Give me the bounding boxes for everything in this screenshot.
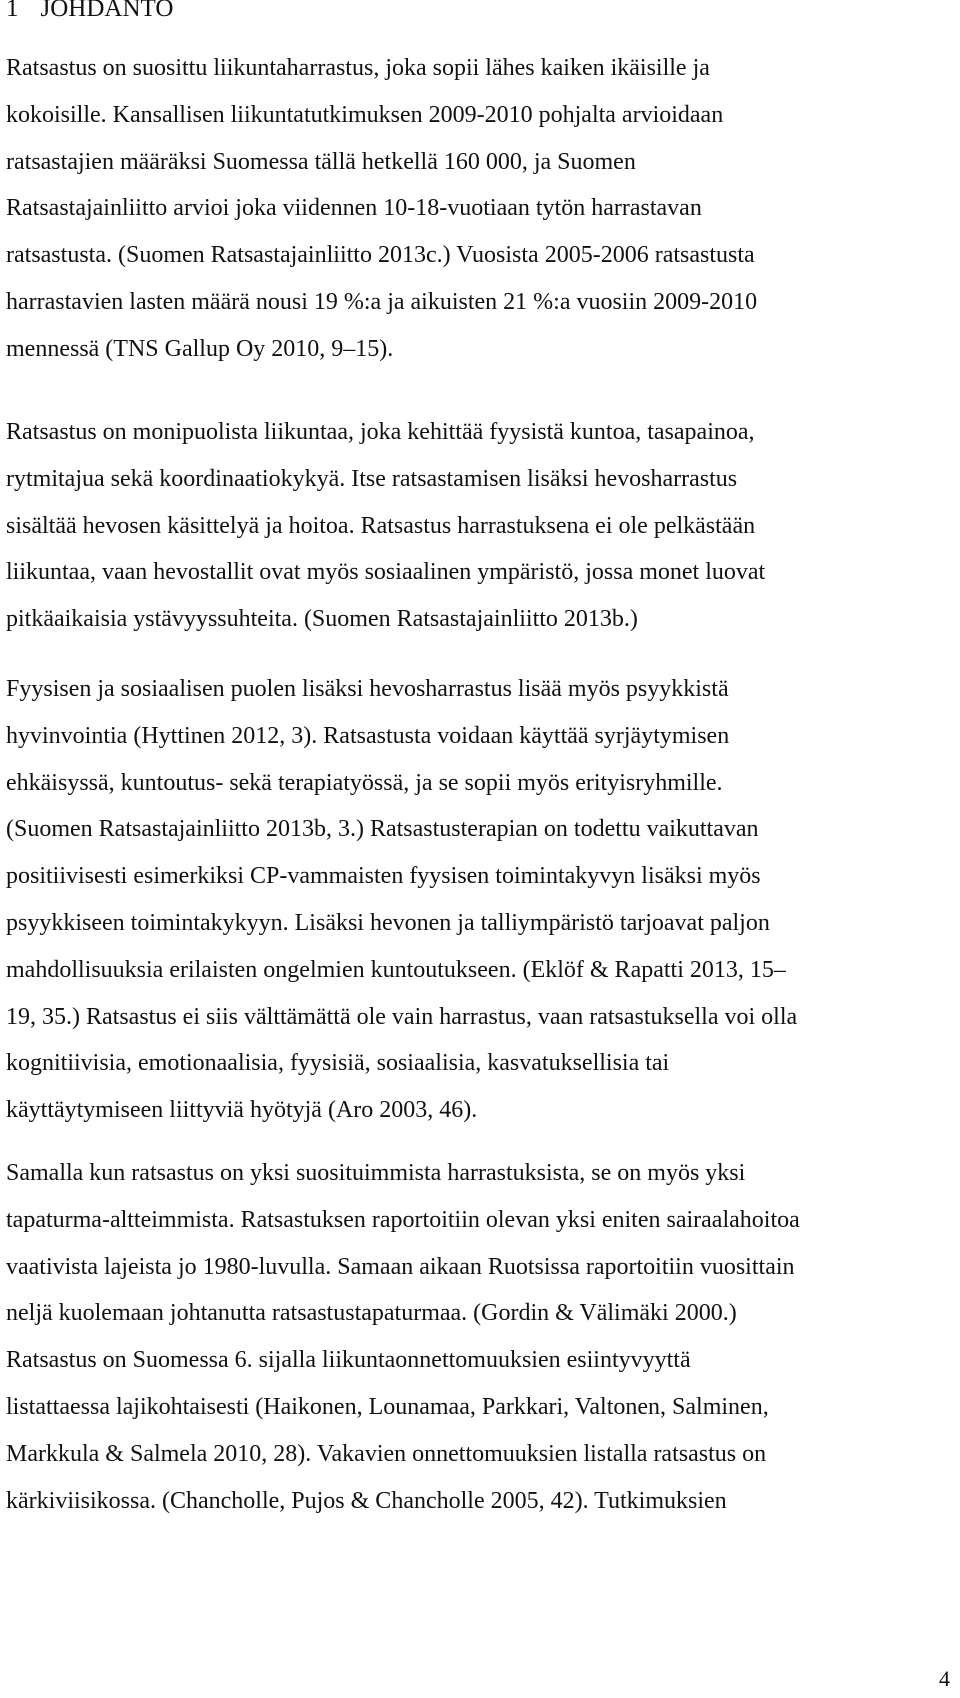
text-line: mennessä (TNS Gallup Oy 2010, 9–15). xyxy=(6,335,394,362)
text-line: käyttäytymiseen liittyviä hyötyjä (Aro 2003, 46). xyxy=(6,1097,478,1124)
text-line: rytmitajua sekä koordinaatiokykyä. Itse ratsastamisen lisäksi hevosharrastus xyxy=(6,465,738,492)
text-line: Ratsastus on monipuolista liikuntaa, joka kehittää fyysistä kuntoa, tasapainoa, xyxy=(6,419,755,445)
text-line: ehkäisyssä, kuntoutus- sekä terapiatyössä, ja se sopii myös erityisryhmille. xyxy=(6,769,723,796)
paragraph-2 xyxy=(6,409,954,643)
text-line: (Suomen Ratsastajainliitto 2013b, 3.) Ratsastusterapian on todettu vaikuttavan xyxy=(6,816,759,843)
paragraph-4 xyxy=(6,1150,954,1524)
section-title: JOHDANTO xyxy=(40,0,174,22)
text-line: Ratsastajainliitto arvioi joka viidennen 10-18-vuotiaan tytön harrastavan xyxy=(6,195,702,222)
text-line: ratsastajien määräksi Suomessa tällä hetkellä 160 000, ja Suomen xyxy=(6,148,636,175)
text-line: tapaturma-altteimmista. Ratsastuksen raportoitiin olevan yksi eniten sairaalahoitoa xyxy=(6,1206,800,1233)
text-line: harrastavien lasten määrä nousi 19 %:a ja aikuisten 21 %:a vuosiin 2009-2010 xyxy=(6,288,758,315)
text-line: positiivisesti esimerkiksi CP-vammaisten fyysisen toimintakyvyn lisäksi myös xyxy=(6,863,761,890)
text-line: Fyysisen ja sosiaalisen puolen lisäksi hevosharrastus lisää myös psyykkistä xyxy=(6,676,729,702)
text-line: Samalla kun ratsastus on yksi suosituimmista harrastuksista, se on myös yksi xyxy=(6,1160,746,1186)
paragraph-1 xyxy=(6,45,954,373)
text-line: Ratsastus on Suomessa 6. sijalla liikuntaonnettomuuksien esiintyvyyttä xyxy=(6,1347,691,1374)
text-line: neljä kuolemaan johtanutta ratsastustapaturmaa. (Gordin & Välimäki 2000.) xyxy=(6,1300,737,1327)
page-number: 4 xyxy=(939,1666,950,1691)
text-line: psyykkiseen toimintakykyyn. Lisäksi hevonen ja talliympäristö tarjoavat paljon xyxy=(6,909,770,936)
text-line: listattaessa lajikohtaisesti (Haikonen, Lounamaa, Parkkari, Valtonen, Salminen, xyxy=(6,1393,769,1420)
text-line: mahdollisuuksia erilaisten ongelmien kuntoutukseen. (Eklöf & Rapatti 2013, 15– xyxy=(6,956,786,983)
paragraph-3 xyxy=(6,666,954,1134)
text-line: kärkiviisikossa. (Chancholle, Pujos & Chancholle 2005, 42). Tutkimuksien xyxy=(6,1487,727,1514)
text-line: kognitiivisia, emotionaalisia, fyysisiä, sosiaalisia, kasvatuksellisia tai xyxy=(6,1050,670,1077)
text-line: 19, 35.) Ratsastus ei siis välttämättä ole vain harrastus, vaan ratsastuksella voi olla xyxy=(6,1003,798,1030)
section-number: 1 xyxy=(6,0,19,22)
text-line: Ratsastus on suosittu liikuntaharrastus, joka sopii lähes kaiken ikäisille ja xyxy=(6,55,710,81)
text-line: sisältää hevosen käsittelyä ja hoitoa. Ratsastus harrastuksena ei ole pelkästään xyxy=(6,512,756,539)
text-line: kokoisille. Kansallisen liikuntatutkimuksen 2009-2010 pohjalta arvioidaan xyxy=(6,101,724,128)
section-heading xyxy=(6,0,173,26)
text-line: Markkula & Salmela 2010, 28). Vakavien onnettomuuksien listalla ratsastus on xyxy=(6,1440,767,1467)
text-line: ratsastusta. (Suomen Ratsastajainliitto 2013c.) Vuosista 2005-2006 ratsastusta xyxy=(6,242,755,269)
text-line: vaativista lajeista jo 1980-luvulla. Samaan aikaan Ruotsissa raportoitiin vuosittain xyxy=(6,1253,795,1280)
text-line: hyvinvointia (Hyttinen 2012, 3). Ratsastusta voidaan käyttää syrjäytymisen xyxy=(6,722,730,749)
text-line: pitkäaikaisia ystävyyssuhteita. (Suomen Ratsastajainliitto 2013b.) xyxy=(6,606,638,633)
text-line: liikuntaa, vaan hevostallit ovat myös sosiaalinen ympäristö, jossa monet luovat xyxy=(6,559,766,586)
